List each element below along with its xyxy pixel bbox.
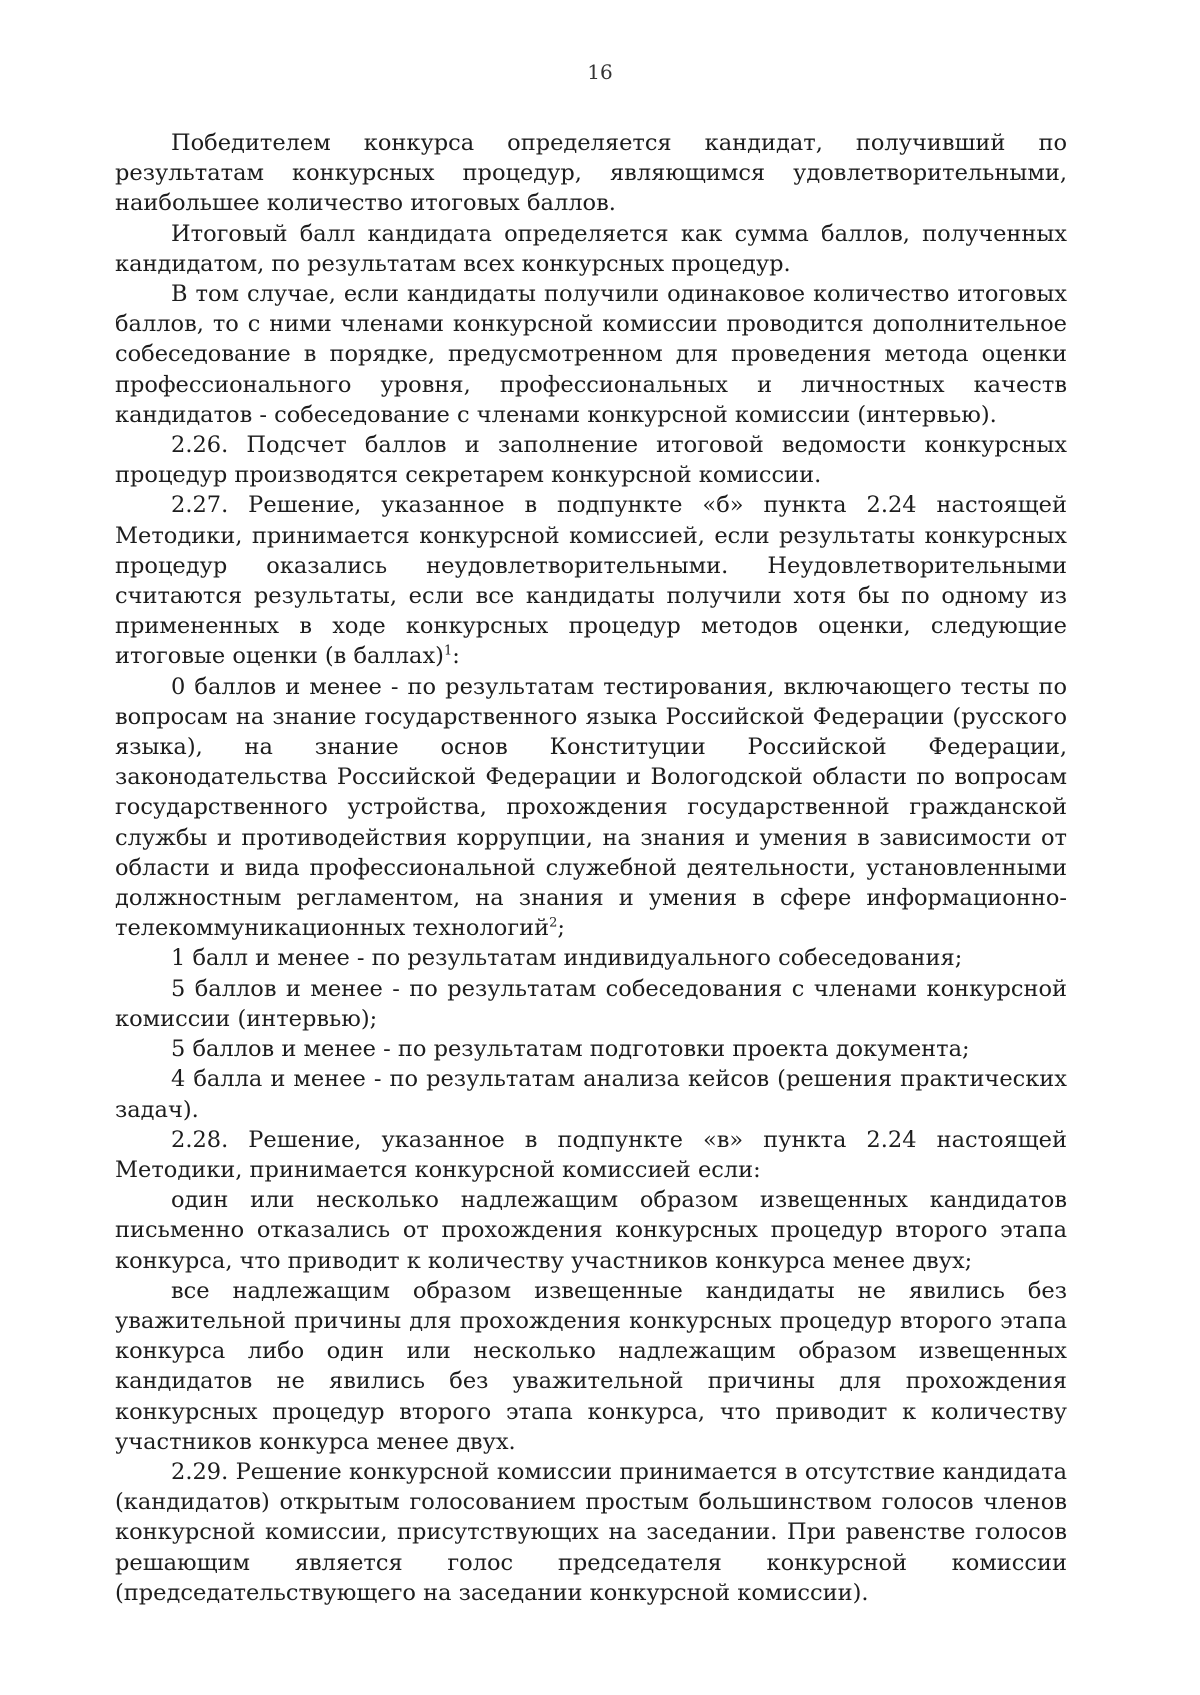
- paragraph-text: 5 баллов и менее - по результатам подготовки проекта документа;: [171, 1036, 970, 1063]
- paragraph-2-26: [115, 430, 1067, 490]
- paragraph-individual-interview-score: [115, 943, 1067, 973]
- paragraph-refusal-condition: [115, 1185, 1067, 1276]
- paragraph-2-27: [115, 490, 1067, 671]
- footnote-marker: 1: [443, 643, 453, 659]
- paragraph-text: 4 балла и менее - по результатам анализа кейсов (решения практических задач).: [115, 1066, 1067, 1123]
- paragraph-final-score: [115, 219, 1067, 279]
- paragraph-text: Победителем конкурса определяется кандидат, получивший по результатам конкурсных процедур, являющимся удовлетворительными, наибольшее количество итоговых баллов.: [115, 130, 1067, 217]
- paragraph-tie-interview: [115, 279, 1067, 430]
- paragraph-text: 5 баллов и менее - по результатам собеседования с членами конкурсной комиссии (интервью);: [115, 975, 1067, 1032]
- footnote-marker: 2: [549, 915, 558, 931]
- paragraph-text: все надлежащим образом извещенные кандидаты не явились без уважительной причины для прохождения конкурсных процедур второго этапа конкурса либо один или несколько надлежащим образом извещенных кандидатов не явились без уважительной причины для прохождения конкурсных процедур второго этапа конкурса, что приводит к количеству участников конкурса менее двух.: [115, 1277, 1067, 1455]
- paragraph-winner: [115, 128, 1067, 219]
- paragraph-text: 0 баллов и менее - по результатам тестирования, включающего тесты по вопросам на знание государственного языка Российской Федерации (русского языка), на знание основ Конституции Российской Федерации, законодательства Российской Федерации и Вологодской области по вопросам государственного устройства, прохождения государственной гражданской службы и противодействия коррупции, на знания и умения в зависимости от области и вида профессиональной служебной деятельности, установленными должностным регламентом, на знания и умения в сфере информационно-телекоммуникационных технологий: [115, 673, 1067, 942]
- page-number: 16: [587, 60, 613, 84]
- paragraph-text: 2.26. Подсчет баллов и заполнение итоговой ведомости конкурсных процедур производятся секретарем конкурсной комиссии.: [115, 432, 1067, 489]
- paragraph-text: один или несколько надлежащим образом извещенных кандидатов письменно отказались от прохождения конкурсных процедур второго этапа конкурса, что приводит к количеству участников конкурса менее двух;: [115, 1187, 1067, 1274]
- paragraph-tail: ;: [557, 915, 565, 942]
- paragraph-tail: :: [452, 643, 460, 670]
- paragraph-text: В том случае, если кандидаты получили одинаковое количество итоговых баллов, то с ними членами конкурсной комиссии проводится дополнительное собеседование в порядке, предусмотренном для проведения метода оценки профессионального уровня, профессиональных и личностных качеств кандидатов - собеседование с членами конкурсной комиссии (интервью).: [115, 281, 1067, 428]
- paragraph-absence-condition: [115, 1276, 1067, 1457]
- paragraph-case-analysis-score: [115, 1064, 1067, 1124]
- paragraph-text: 2.29. Решение конкурсной комиссии принимается в отсутствие кандидата (кандидатов) открытым голосованием простым большинством голосов членов конкурсной комиссии, присутствующих на заседании. При равенстве голосов решающим является голос председателя конкурсной комиссии (председательствующего на заседании конкурсной комиссии).: [115, 1458, 1067, 1606]
- paragraph-text: 2.27. Решение, указанное в подпункте «б» пункта 2.24 настоящей Методики, принимается конкурсной комиссией, если результаты конкурсных процедур оказались неудовлетворительными. Неудовлетворительными считаются результаты, если все кандидаты получили хотя бы по одному из примененных в ходе конкурсных процедур методов оценки, следующие итоговые оценки (в баллах): [115, 492, 1067, 670]
- paragraph-text: Итоговый балл кандидата определяется как сумма баллов, полученных кандидатом, по результатам всех конкурсных процедур.: [115, 220, 1067, 277]
- paragraph-text: 2.28. Решение, указанное в подпункте «в» пункта 2.24 настоящей Методики, принимается конкурсной комиссией если:: [115, 1126, 1067, 1183]
- paragraph-2-29: [115, 1457, 1067, 1608]
- paragraph-document-draft-score: [115, 1034, 1067, 1064]
- paragraph-commission-interview-score: [115, 974, 1067, 1034]
- paragraph-2-28: [115, 1125, 1067, 1185]
- paragraph-testing-score: [115, 672, 1067, 944]
- paragraph-text: 1 балл и менее - по результатам индивидуального собеседования;: [171, 945, 963, 972]
- document-body: [115, 128, 1067, 1608]
